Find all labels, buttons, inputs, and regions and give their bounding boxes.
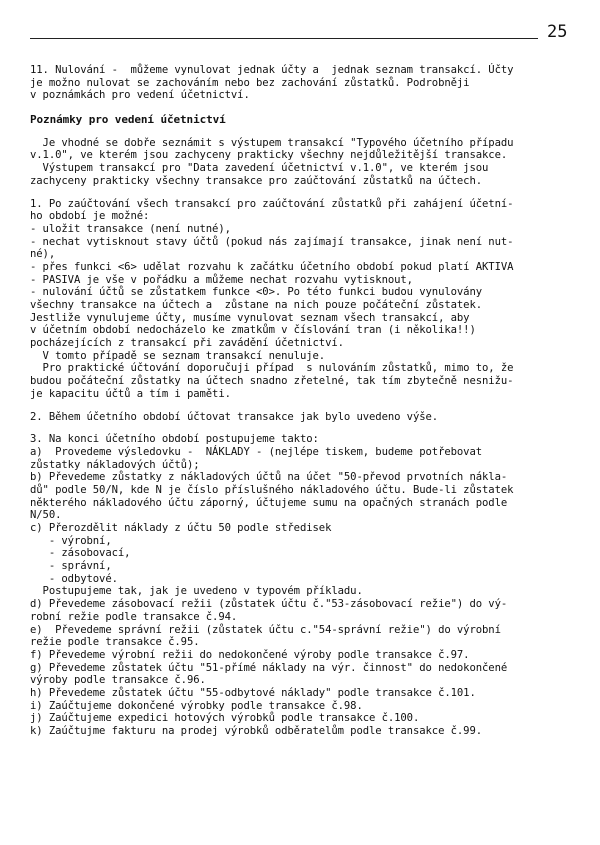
text-line: c) Přerozdělit náklady z účtu 50 podle středisek [30, 522, 332, 534]
text-line: e) Převedeme správní režii (zůstatek účtu c."54-správní režie") do výrobní [30, 623, 501, 636]
text-line: v účetním období nedocházelo ke zmatkům v číslování tran (i několika!!) [30, 324, 476, 337]
text-line: - PASIVA je vše v pořádku a můžeme nechat rozvahu vytisknout, [30, 273, 413, 286]
text-line: robní režie podle transakce č.94. [30, 610, 238, 623]
text-line: některého nákladového účtu záporný, účtujeme sumu na opačných stranách podle [30, 496, 508, 509]
text-line: výroby podle transakce č.96. [30, 674, 206, 687]
text-line: V tomto případě se seznam transakcí nenuluje. [30, 349, 326, 362]
text-line: - odbytové. [30, 572, 118, 585]
text-line: 2. Během účetního období účtovat transakce jak bylo uvedeno výše. [30, 410, 439, 423]
text-line: všechny transakce na účtech a zůstane na nich pouze počáteční zůstatek. [30, 299, 483, 311]
text-line: Jestliže vynulujeme účty, musíme vynulovat seznam všech transakcí, aby [30, 311, 470, 324]
text-line: budou počáteční zůstatky na účtech snadno zřetelné, tak tím zbytečně nesnižu- [30, 375, 514, 388]
text-line: v poznámkách pro vedení účetnictví. [30, 89, 250, 102]
text-line: i) Zaúčtujeme dokončené výrobky podle transakce č.98. [30, 699, 363, 712]
section-heading: Poznámky pro vedení účetnictví [30, 113, 226, 127]
text-line: zůstatky nákladových účtů); [30, 458, 200, 471]
text-line: režie podle transakce č.95. [30, 636, 200, 649]
header-rule [30, 38, 538, 39]
text-line: pocházejících z transakcí při zavádění účetnictví. [30, 337, 344, 350]
text-line: zachyceny prakticky všechny transakce pro zaúčtování zůstatků na účtech. [30, 174, 483, 187]
text-line: ho období je možné: [30, 210, 150, 223]
text-line: - nechat vytisknout stavy účtů (pokud nás zajímají transakce, jinak není nut- [30, 235, 514, 248]
text-line: a) Provedeme výsledovku - NÁKLADY - (nejlépe tiskem, budeme potřebovat [30, 445, 483, 458]
text-line: k) Zaúčtujme fakturu na prodej výrobků odběratelům podle transakce č.99. [30, 725, 483, 737]
text-line: v.1.0", ve kterém jsou zachyceny prakticky všechny nejdůležitější transakce. [30, 149, 508, 162]
text-line: 3. Na konci účetního období postupujeme takto: [30, 433, 319, 446]
text-line: - výrobní, [30, 534, 112, 547]
text-line: Postupujeme tak, jak je uvedeno v typovém příkladu. [30, 585, 363, 598]
document-body [30, 64, 575, 738]
text-line: Pro praktické účtování doporučuji případ s nulováním zůstatků, mimo to, že [30, 362, 514, 375]
paragraph-gap [30, 188, 575, 198]
paragraph-gap [30, 401, 575, 411]
text-line: je možno nulovat se zachováním nebo bez zachování zůstatků. Podrobněji [30, 76, 470, 89]
text-line: - nulování účtů se zůstatkem funkce <0>. Po této funkci budou vynulovány [30, 286, 483, 299]
text-line: j) Zaúčtujeme expedici hotových výrobků podle transakce č.100. [30, 712, 420, 725]
text-line: 1. Po zaúčtování všech transakcí pro zaúčtování zůstatků při zahájení účetní- [30, 197, 514, 210]
text-line: 11. Nulování - můžeme vynulovat jednak účty a jednak seznam transakcí. Účty [30, 64, 514, 76]
text-line: né), [30, 248, 56, 261]
text-line: Výstupem transakcí pro "Data zavedení účetnictví v.1.0", ve kterém jsou [30, 162, 489, 175]
text-line: g) Převedeme zůstatek účtu "51-přímé náklady na výr. činnost" do nedokončené [30, 661, 508, 674]
section-gap [30, 102, 575, 112]
text-line: d) Převedeme zásobovací režii (zůstatek účtu č."53-zásobovací režie") do vý- [30, 598, 508, 611]
text-line: je kapacitu účtů a tím i paměti. [30, 387, 231, 400]
paragraph-gap [30, 423, 575, 433]
text-line: dů" podle 50/N, kde N je číslo příslušného nákladového účtu. Bude-li zůstatek [30, 483, 514, 496]
page-number: 25 [547, 22, 568, 42]
text-line: b) Převedeme zůstatky z nákladových účtů na účet "50-převod prvotních nákla- [30, 471, 508, 484]
text-line: Je vhodné se dobře seznámit s výstupem transakcí "Typového účetního případu [30, 136, 514, 149]
text-line: - přes funkci <6> udělat rozvahu k začátku účetního období pokud platí AKTIVA [30, 260, 514, 273]
text-line: - správní, [30, 560, 112, 573]
text-line: f) Převedeme výrobní režii do nedokončené výroby podle transakce č.97. [30, 648, 470, 661]
text-line: - zásobovací, [30, 547, 131, 560]
text-line: h) Převedeme zůstatek účtu "55-odbytové náklady" podle transakce č.101. [30, 686, 476, 699]
text-line: N/50. [30, 509, 62, 522]
text-line: - uložit transakce (není nutné), [30, 222, 231, 235]
